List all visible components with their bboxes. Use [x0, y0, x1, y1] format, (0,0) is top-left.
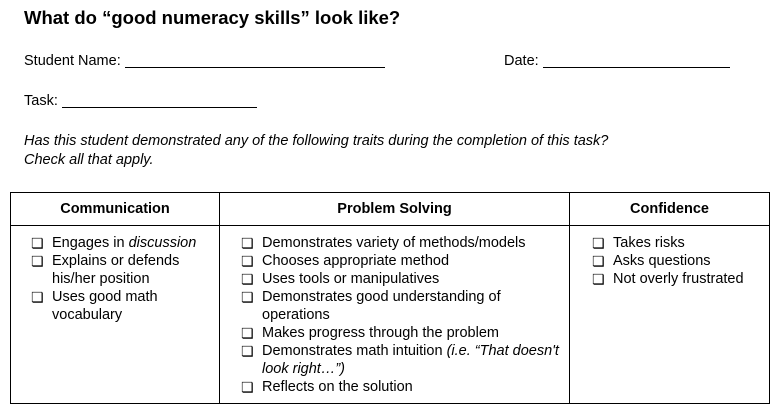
task-field[interactable] [24, 93, 257, 109]
column-problem-solving [220, 226, 570, 404]
checkbox-icon[interactable]: ❏ [241, 272, 254, 288]
problem-solving-checklist-item[interactable] [220, 234, 569, 252]
confidence-checklist-item[interactable] [570, 252, 769, 270]
checkbox-icon[interactable]: ❏ [241, 344, 254, 360]
student-name-field[interactable] [24, 53, 385, 69]
student-name-line[interactable] [125, 53, 385, 68]
student-name-label: Student Name: [24, 53, 121, 69]
checklist-item-text: Demonstrates math intuition [262, 343, 447, 359]
checkbox-icon[interactable]: ❏ [241, 380, 254, 396]
checkbox-icon[interactable]: ❏ [241, 236, 254, 252]
checklist-item-text: Takes risks [613, 235, 685, 251]
problem-solving-checklist-item[interactable] [220, 252, 569, 270]
communication-checklist-item[interactable] [11, 288, 219, 324]
checkbox-icon[interactable]: ❏ [241, 254, 254, 270]
checklist-item-text: Not overly frustrated [613, 271, 744, 287]
column-communication [11, 226, 220, 404]
page-title: What do “good numeracy skills” look like? [24, 7, 401, 28]
confidence-checklist-item[interactable] [570, 234, 769, 252]
checklist-item-emphasis: (i.e. “That doesn't look right…”) [262, 343, 559, 377]
confidence-checklist-item[interactable] [570, 270, 769, 288]
checkbox-icon[interactable]: ❏ [31, 236, 44, 252]
task-line[interactable] [62, 93, 257, 108]
checkbox-icon[interactable]: ❏ [31, 290, 44, 306]
instructions-line-1: Has this student demonstrated any of the following traits during the completion of this task? [24, 133, 609, 149]
checklist-item-text: Demonstrates good understanding of operations [262, 289, 501, 323]
date-label: Date: [504, 53, 539, 69]
column-confidence [570, 226, 770, 404]
checklist-item-emphasis: discussion [128, 235, 197, 251]
problem-solving-checklist-item[interactable] [220, 342, 569, 378]
checklist-item-text: Makes progress through the problem [262, 325, 499, 341]
instructions [24, 132, 608, 170]
traits-table [10, 192, 770, 404]
header-communication: Communication [11, 193, 220, 226]
checkbox-icon[interactable]: ❏ [592, 236, 605, 252]
checklist-item-text: Uses tools or manipulatives [262, 271, 440, 287]
checkbox-icon[interactable]: ❏ [592, 254, 605, 270]
checkbox-icon[interactable]: ❏ [241, 326, 254, 342]
checkbox-icon[interactable]: ❏ [241, 290, 254, 306]
checklist-item-text: Explains or defends his/her position [52, 253, 180, 287]
communication-checklist-item[interactable] [11, 234, 219, 252]
problem-solving-checklist-item[interactable] [220, 378, 569, 396]
checkbox-icon[interactable]: ❏ [592, 272, 605, 288]
checklist-item-text: Reflects on the solution [262, 379, 413, 395]
date-line[interactable] [543, 53, 730, 68]
checklist-item-text: Uses good math vocabulary [52, 289, 158, 323]
problem-solving-checklist-item[interactable] [220, 324, 569, 342]
problem-solving-checklist-item[interactable] [220, 288, 569, 324]
problem-solving-checklist-item[interactable] [220, 270, 569, 288]
checkbox-icon[interactable]: ❏ [31, 254, 44, 270]
task-label: Task: [24, 93, 58, 109]
date-field[interactable] [504, 53, 730, 69]
header-problem-solving: Problem Solving [220, 193, 570, 226]
header-confidence: Confidence [570, 193, 770, 226]
checklist-item-text: Chooses appropriate method [262, 253, 450, 269]
checklist-item-text: Asks questions [613, 253, 711, 269]
instructions-line-2: Check all that apply. [24, 152, 154, 168]
checklist-item-text: Engages in [52, 235, 129, 251]
communication-checklist-item[interactable] [11, 252, 219, 288]
checklist-item-text: Demonstrates variety of methods/models [262, 235, 526, 251]
